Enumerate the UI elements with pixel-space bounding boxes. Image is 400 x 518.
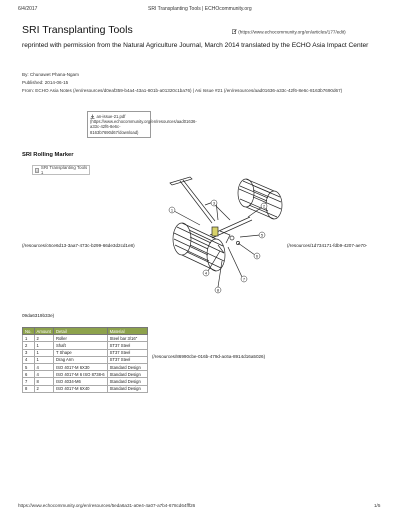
- callout-8: [215, 287, 221, 293]
- resource-link-right-cont[interactable]: 09da6319b33e): [22, 313, 55, 318]
- table-row: [23, 356, 148, 363]
- svg-text:5: 5: [260, 232, 264, 238]
- svg-text:6: 6: [255, 253, 259, 259]
- callout-3: [211, 200, 217, 206]
- edit-link-text[interactable]: (https://www.echocommunity.org/en/articles/177/edit): [238, 29, 346, 35]
- table-cell: 6: [23, 371, 35, 378]
- table-cell: 8: [34, 378, 53, 385]
- table-cell: Standard Design: [107, 363, 147, 370]
- table-cell: Steel bar 3/16": [107, 335, 147, 342]
- image-alt-text: SRI Transplanting Tools 1: [40, 165, 88, 175]
- page-number: 1/5: [374, 503, 381, 508]
- table-cell: ISO 4017-M 6X30: [53, 363, 107, 370]
- resource-link-left[interactable]: (/resources/c6ce6d13-3aa7-473c-b299-66de3d2cd1e8): [22, 243, 135, 248]
- callout-1: [169, 207, 175, 213]
- table-cell: 2: [34, 385, 53, 392]
- table-cell: T Shape: [53, 349, 107, 356]
- callout-5: [259, 232, 265, 238]
- table-cell: 1: [34, 342, 53, 349]
- svg-text:7: 7: [242, 276, 246, 282]
- section-heading: SRI Rolling Marker: [22, 152, 74, 158]
- table-row: [23, 385, 148, 392]
- svg-text:4: 4: [204, 270, 208, 276]
- table-row: [23, 371, 148, 378]
- table-cell: Roller: [53, 335, 107, 342]
- table-cell: ISO 4017-M 6 ISO 8738-6: [53, 371, 107, 378]
- table-cell: 8: [23, 385, 35, 392]
- callout-7: [241, 276, 247, 282]
- table-row: [23, 342, 148, 349]
- column-header: Amount: [34, 328, 53, 335]
- table-cell: 3: [23, 349, 35, 356]
- table-header-row: [23, 328, 148, 335]
- pdf-link-line-2[interactable]: a33c-42f6-8e6c-8163b7690d67/download): [90, 124, 139, 135]
- table-cell: 2: [23, 342, 35, 349]
- callout-2: [261, 203, 267, 209]
- resource-link-table[interactable]: (/resources/86990cbe-016b-479d-ac6a-8914d16a5026): [152, 354, 266, 359]
- table-cell: 4: [23, 356, 35, 363]
- table-cell: Shaft: [53, 342, 107, 349]
- author-line: By: Chunawet Phana-Ngam: [22, 72, 79, 77]
- table-row: [23, 363, 148, 370]
- pdf-filename[interactable]: an-issue-21.pdf: [96, 113, 126, 119]
- table-cell: ST37 Steel: [107, 342, 147, 349]
- table-cell: Standard Design: [107, 378, 147, 385]
- table-cell: 2: [34, 335, 53, 342]
- table-row: [23, 349, 148, 356]
- table-cell: Drag Arm: [53, 356, 107, 363]
- article-subtitle: reprinted with permission from the Natural Agriculture Journal, March 2014 translated by the ECHO Asia Impact Center: [22, 42, 369, 49]
- source-line[interactable]: From: ECHO Asia Notes (/en/resources/d0eaf359-b4a4-43a1-801b-a01320c1ba76) | Asi Issue #21 (/en/resources/aad01636-a33c-42f6-8e6c-8163b7690d67): [22, 88, 343, 93]
- table-cell: ISO 4034-M6: [53, 378, 107, 385]
- published-line: Published: 2014-06-15: [22, 80, 69, 85]
- page-title: SRI Transplanting Tools: [22, 24, 133, 36]
- table-row: [23, 335, 148, 342]
- print-date: 6/4/2017: [18, 6, 38, 12]
- svg-text:1: 1: [170, 207, 174, 213]
- svg-text:3: 3: [212, 200, 216, 206]
- table-cell: 5: [23, 363, 35, 370]
- download-icon: [90, 114, 95, 119]
- print-page-title: SRI Transplanting Tools | ECHOcommunity.org: [148, 6, 252, 12]
- rolling-marker-drawing: [160, 175, 300, 305]
- table-cell: ISO 4017-M 6X40: [53, 385, 107, 392]
- table-cell: 1: [34, 356, 53, 363]
- column-header: Detail: [53, 328, 107, 335]
- table-cell: Standard Design: [107, 385, 147, 392]
- table-cell: 1: [23, 335, 35, 342]
- pdf-link-line-1[interactable]: (https://www.echocommunity.org/en/resources/aad01636-: [90, 118, 197, 124]
- table-cell: Standard Design: [107, 371, 147, 378]
- image-placeholder[interactable]: [32, 165, 90, 175]
- parts-table: [22, 327, 148, 393]
- pdf-attachment[interactable]: [87, 111, 197, 138]
- column-header: Material: [107, 328, 147, 335]
- callout-4: [203, 270, 209, 276]
- table-cell: 4: [34, 371, 53, 378]
- table-cell: 1: [34, 349, 53, 356]
- broken-image-icon: [35, 168, 40, 173]
- table-cell: 7: [23, 378, 35, 385]
- footer-url: https://www.echocommunity.org/en/resources/5eda6a31-a0e4-4a07-a7b4-678cd64fff26: [18, 503, 196, 508]
- edit-icon: [232, 29, 237, 34]
- edit-link[interactable]: [232, 29, 346, 35]
- table-cell: 4: [34, 363, 53, 370]
- table-row: [23, 378, 148, 385]
- svg-text:2: 2: [262, 203, 266, 209]
- table-cell: ST37 Steel: [107, 356, 147, 363]
- resource-link-right[interactable]: (/resources/1d734171-fdb9-4207-ae70-: [287, 243, 368, 248]
- callout-6: [254, 253, 260, 259]
- svg-text:8: 8: [216, 287, 220, 293]
- column-header: No.: [23, 328, 35, 335]
- table-cell: ST37 Steel: [107, 349, 147, 356]
